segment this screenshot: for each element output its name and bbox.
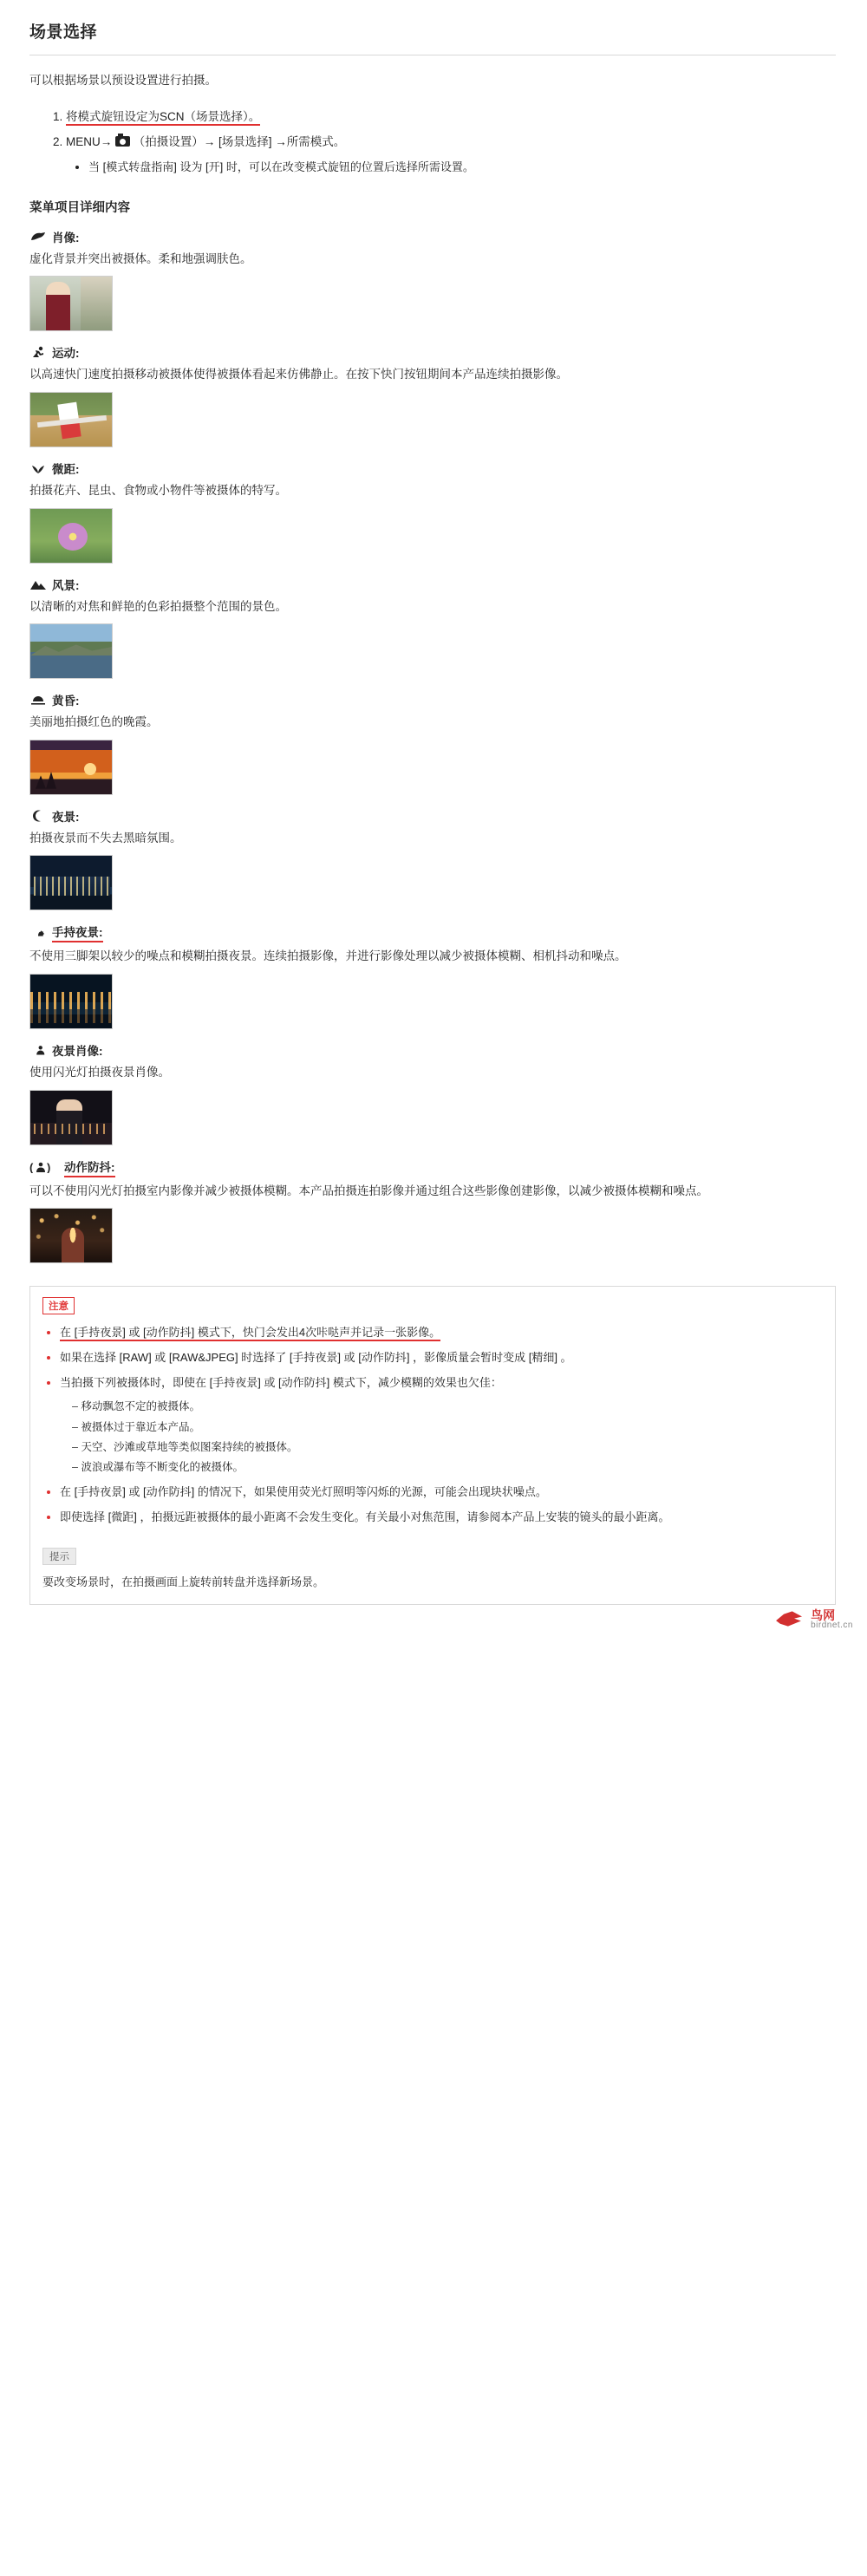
night-scene-icon [29,809,47,823]
substeps-list [66,157,836,179]
scene-label: 黄昏: [52,695,80,708]
watermark-title: 鸟网 [811,1608,836,1622]
notice-sub-2: – 被摄体过于靠近本产品。 [72,1418,823,1438]
scene-item [29,576,836,680]
macro-icon [29,461,47,475]
scene-description: 拍摄花卉、昆虫、食物或小物件等被摄体的特写。 [29,483,287,497]
scene-item [29,1041,836,1145]
step-1 [66,105,836,128]
scene-item [29,343,836,447]
hint-section [42,1532,823,1592]
scene-description: 使用闪光灯拍摄夜景肖像。 [29,1066,170,1079]
sunset-icon [29,693,47,707]
sports-icon [29,345,47,359]
anti-motion-blur-sample-image [29,1208,113,1263]
scene-header [29,691,836,708]
portrait-icon [29,230,47,244]
notice-box [29,1286,836,1605]
scene-label: 风景: [52,578,80,592]
watermark-text [811,1609,853,1631]
page-title: 场景选择 [29,23,98,42]
anti-motion-blur-icon [29,1160,59,1174]
scene-header [29,228,836,245]
notice-item-1 [60,1322,823,1343]
substep-1: • 当 [模式转盘指南] 设为 [开] 时，可以在改变模式旋钮的位置后选择所需设置。 [88,157,836,179]
scene-description: 以高速快门速度拍摄移动被摄体使得被摄体看起来仿佛静止。在按下快门按钮期间本产品连续拍摄影像。 [29,368,568,382]
notice-badge: 注意 [42,1297,75,1314]
scene-item [29,1158,836,1264]
notice-item-1-text: 在 [手持夜景] 或 [动作防抖] 模式下，快门会发出4次咔哒声并记录一张影像。 [60,1326,440,1341]
scene-item [29,807,836,911]
notice-sub-3: – 天空、沙滩或草地等类似图案持续的被摄体。 [72,1438,823,1458]
sunset-sample-image [29,740,113,795]
scene-header [29,1158,836,1177]
scene-item [29,691,836,795]
sports-sample-image [29,392,113,447]
notice-item-3-text: 当拍摄下列被摄体时，即使在 [手持夜景] 或 [动作防抖] 模式下，减少模糊的效果也欠佳： [60,1376,502,1390]
scene-description: 以清晰的对焦和鲜艳的色彩拍摄整个范围的景色。 [29,599,287,613]
notice-item-4: • 在 [手持夜景] 或 [动作防抖] 的情况下，如果使用荧光灯照明等闪烁的光源，可能会出现块状噪点。 [60,1482,823,1503]
scene-label: 手持夜景: [52,923,103,942]
steps-list [29,105,836,179]
hint-badge: 提示 [42,1548,76,1565]
scene-description: 拍摄夜景而不失去黑暗氛围。 [29,831,182,845]
notice-item-5: • 即使选择 [微距] ，拍摄远距被摄体的最小距离不会发生变化。有关最小对焦范围，请参阅本产品上安装的镜头的最小距离。 [60,1507,823,1528]
hint-text: 要改变场景时，在拍摄画面上旋转前转盘并选择新场景。 [42,1575,325,1588]
portrait-sample-image [29,276,113,331]
scene-description: 可以不使用闪光灯拍摄室内影像并减少被摄体模糊。本产品拍摄连拍影像并通过组合这些影像创建影像，以减少被摄体模糊和噪点。 [29,1184,708,1197]
step-1-text: 将模式旋钮设定为SCN（场景选择）。 [66,110,260,126]
camera-icon [115,136,130,147]
bird-logo-icon [776,1608,805,1631]
handheld-twilight-icon [29,926,47,940]
step-2 [66,130,836,179]
notice-sub-4: – 波浪或瀑布等不断变化的被摄体。 [72,1458,823,1477]
watermark-subtitle: birdnet.cn [811,1621,853,1631]
scene-description: 不使用三脚架以较少的噪点和模糊拍摄夜景。连续拍摄影像，并进行影像处理以减少被摄体模糊、相机抖动和噪点。 [29,949,627,963]
svg-text:(: ( [29,1161,34,1174]
landscape-sample-image [29,623,113,679]
night-scene-sample-image [29,855,113,910]
scene-label: 夜景: [52,810,80,824]
scene-description: 虚化背景并突出被摄体。柔和地强调肤色。 [29,251,252,265]
scene-header [29,923,836,942]
night-portrait-sample-image [29,1090,113,1145]
scene-header [29,576,836,593]
notice-sublist [60,1397,823,1477]
scene-item [29,228,836,332]
notice-item-2: • 如果在选择 [RAW] 或 [RAW&JPEG] 时选择了 [手持夜景] 或 [动作防抖] ，影像质量会暂时变成 [精细] 。 [60,1347,823,1368]
scene-label: 夜景肖像: [52,1045,103,1058]
scene-header [29,460,836,477]
scene-item [29,923,836,1029]
handheld-twilight-sample-image [29,974,113,1029]
step-2-suffix: （拍摄设置）→ [场景选择] →所需模式。 [133,134,346,148]
notice-item-3 [60,1373,823,1477]
scene-header [29,1041,836,1059]
night-portrait-icon [29,1043,47,1057]
intro-paragraph: 可以根据场景以预设设置进行拍摄。 [29,74,217,87]
notice-list [42,1322,823,1528]
scene-label: 微距: [52,462,80,476]
scene-header [29,343,836,361]
notice-sub-1: – 移动飘忽不定的被摄体。 [72,1397,823,1417]
section-title: 菜单项目详细内容 [29,200,130,215]
scene-label: 运动: [52,347,80,361]
scene-item [29,460,836,564]
scene-description: 美丽地拍摄红色的晚霞。 [29,715,159,729]
watermark [776,1608,853,1631]
macro-sample-image [29,508,113,564]
svg-text:): ) [47,1161,51,1174]
scene-header [29,807,836,825]
landscape-icon [29,577,47,591]
scene-label: 肖像: [52,231,80,245]
step-2-prefix: MENU→ [66,134,113,148]
scene-label: 动作防抖: [64,1158,115,1177]
